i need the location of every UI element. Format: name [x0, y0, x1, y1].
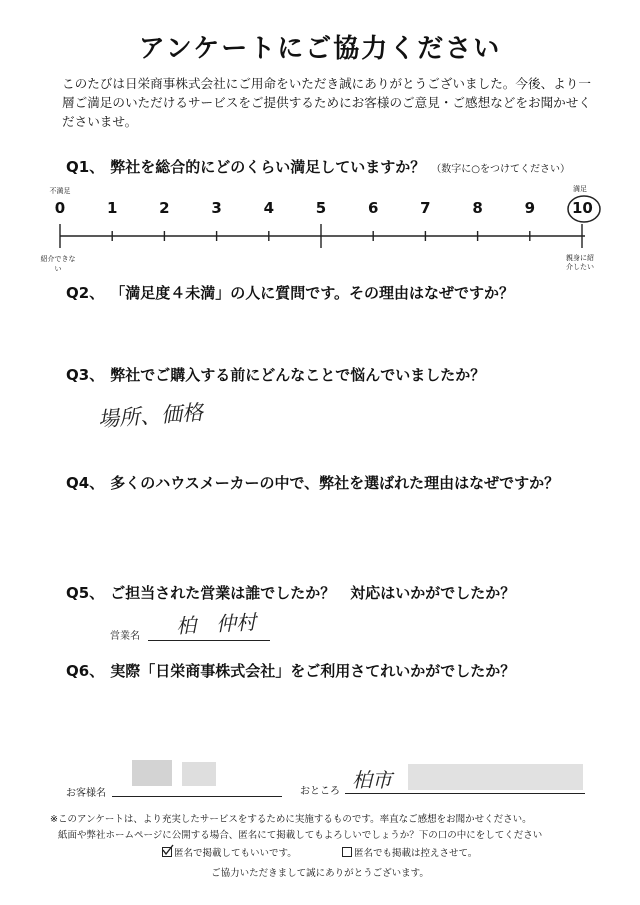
check-mark-icon [162, 844, 174, 856]
question-2 [66, 282, 514, 303]
customer-name-underline [112, 796, 282, 797]
question-number: Q6、 [66, 662, 105, 680]
scale-right-top-label: 満足 [573, 185, 587, 193]
footer-note-line-2: 紙面や弊社ホームページに公開する場合、匿名にて掲載してもよろしいでしょうか？下の口の中にをしてください [58, 830, 543, 841]
question-text: 弊社でご購入する前にどんなことで悩んでいましたか？ [110, 366, 486, 384]
redacted-customer-name [182, 762, 216, 786]
checkbox-checked[interactable] [162, 847, 172, 857]
scale-left-bottom-label: 紹介できない [40, 255, 76, 273]
intro-text: このたびは日栄商事株式会社にご用命をいただき誠にありがとうございました。今後、より一層ご満足のいただけるサービスをご提供するためにお客様のご意見・ご感想などをお聞かせくださいませ。 [62, 76, 591, 129]
scale-value-label[interactable]: 2 [159, 199, 170, 217]
scale-left-top-label: 不満足 [49, 187, 71, 195]
scale-value-label[interactable]: 3 [211, 199, 222, 217]
question-number: Q4、 [66, 474, 105, 492]
address-label: おところ [300, 786, 340, 797]
scale-value-label[interactable]: 5 [315, 199, 327, 217]
sales-name-label: 営業名 [110, 631, 140, 642]
option-label: 匿名で掲載してもいいです。 [174, 848, 297, 859]
selected-circle-mark [568, 196, 600, 222]
question-3 [66, 364, 485, 385]
scale-value-label[interactable]: 1 [106, 199, 118, 217]
q3-handwritten-answer: 場所、価格 [97, 400, 204, 432]
question-text: 「満足度４未満」の人に質問です。その理由はなぜですか？ [110, 284, 515, 302]
question-number: Q5、 [66, 584, 105, 602]
scale-value-label[interactable]: 9 [524, 199, 536, 217]
redacted-customer-name [132, 760, 172, 786]
question-text: 弊社を総合的にどのくらい満足していますか？ [110, 158, 426, 176]
redacted-address [408, 764, 583, 790]
scale-value-label[interactable]: 0 [54, 199, 66, 217]
question-number: Q2、 [66, 284, 105, 302]
footer-note-line-1: ※このアンケートは、より充実したサービスをするために実施するものです。率直なご感想をお聞かせください。 [50, 814, 532, 825]
scale-value-label[interactable]: 8 [472, 199, 483, 217]
question-text: ご担当された営業は誰でしたか？ 対応はいかがでしたか？ [110, 584, 516, 602]
option-anonymous-ok[interactable] [162, 846, 297, 861]
question-note: （数字に○をつけてください） [431, 164, 570, 175]
question-number: Q1、 [66, 158, 105, 176]
scale-value-label[interactable]: 4 [263, 199, 275, 217]
option-anonymous-decline[interactable] [342, 846, 477, 861]
question-text: 実際「日栄商事株式会社」をご利用さてれいかがでしたか？ [110, 662, 516, 680]
option-label: 匿名でも掲載は控えさせて。 [354, 848, 478, 859]
scale-value-label[interactable]: 6 [367, 199, 379, 217]
sales-name-handwritten-answer: 柏 仲村 [175, 609, 257, 639]
question-6 [66, 660, 515, 681]
address-handwritten-answer: 柏市 [352, 768, 392, 792]
page-title: アンケートにご協力ください [138, 34, 502, 64]
checkbox-unchecked[interactable] [342, 847, 352, 857]
question-text: 多くのハウスメーカーの中で、弊社を選ばれた理由はなぜですか？ [110, 474, 560, 492]
scale-value-label[interactable]: 10 [572, 199, 593, 217]
question-4 [66, 472, 559, 493]
footer-thanks: ご協力いただきまして誠にありがとうございます。 [211, 868, 429, 879]
scale-value-label[interactable]: 7 [420, 199, 431, 217]
sales-name-underline [148, 640, 270, 641]
question-5 [66, 582, 515, 603]
scale-right-bottom-label: 親身に紹介したい [566, 254, 594, 271]
address-underline [345, 793, 585, 794]
question-number: Q3、 [66, 366, 105, 384]
customer-name-label: お客様名 [66, 788, 106, 799]
